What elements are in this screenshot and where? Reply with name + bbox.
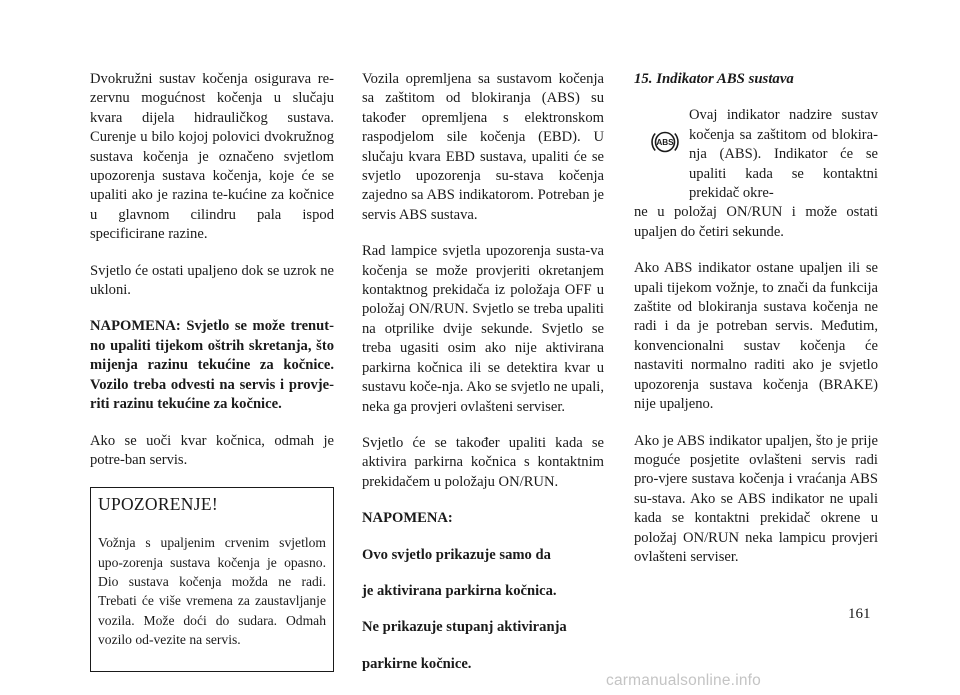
section-title: 15. Indikator ABS sustava [634,71,794,87]
paragraph: Ako je ABS indikator upaljen, što je prije moguće posjetite ovlašteni servis radi pro-vjere sustava kočenja i vraćanja ABS su-stava. Ako se ABS indikator ne upali kada se kontaktni prekidač okrene u položaj ON/RUN neka lampicu provjeri ovlašteni serviser. [634,432,878,565]
warning-title: UPOZORENJE! [98,494,218,515]
watermark: carmanualsonline.info [606,672,761,689]
warning-box [90,487,334,672]
paragraph: Svjetlo će se također upaliti kada se aktivira parkirna kočnica s kontaktnim prekidačem u položaju ON/RUN. [362,434,604,490]
note-paragraph: NAPOMENA: Svjetlo se može trenut-no upaliti tijekom oštrih skretanja, što mijenja razinu tekućine za kočnice. Vozilo treba odvesti na servis i provje-riti razinu tekućine za kočnice. [90,318,334,413]
paragraph: Ako se uoči kvar kočnica, odmah je potre-ban servis. [90,432,334,468]
paragraph: Vozila opremljena sa sustavom kočenja sa zaštitom od blokiranja (ABS) su također opremljena s elektronskom raspodjelom sile kočenja (EBD). U slučaju kvara EBD sustava, upaliti će se svjetlo upozorenja su-stava kočenja zajedno sa ABS indikatorom. Potreban je servis ABS sustava. [362,71,604,223]
abs-intro [634,106,878,203]
note-line: Ne prikazuje stupanj aktiviranja [362,619,567,636]
paragraph: Svjetlo će ostati upaljeno dok se uzrok ne ukloni. [90,262,334,299]
column-left [90,70,334,672]
abs-warning-icon [650,128,680,156]
column-middle [362,70,604,691]
paragraph: ne u položaj ON/RUN i može ostati upaljen do četiri sekunde. [634,204,878,240]
note-line: je aktivirana parkirna kočnica. [362,582,557,599]
note-line: parkirne kočnice. [362,655,472,672]
note-line: Ovo svjetlo prikazuje samo da [362,546,551,563]
column-right [634,70,878,584]
warning-body: Vožnja s upaljenim crvenim svjetlom upo-zorenja sustava kočenja je opasno. Dio sustava kočenja možda ne radi. Trebati će više vremena za zaustavljanje vozila. Može doći do sudara. Odmah vozilo od-vezite na servis. [98,535,326,647]
paragraph: Rad lampice svjetla upozorenja susta-va kočenja se može provjeriti okretanjem kontaktnog prekidača iz položaja OFF u položaj ON/RUN. Svjetlo se treba upaliti na otprilike dvije sekunde. Svjetlo se treba ugasiti osim ako nije aktivirana parkirna kočnica ili se detektira kvar u sustavu koče-nja. Ako se svjetlo ne upali, neka ga provjeri ovlašteni serviser. [362,243,604,415]
page-number: 161 [848,606,871,622]
paragraph: Dvokružni sustav kočenja osigurava re-zervnu mogućnost kočenja u slučaju kvara dijela hidrauličkog sustava. Curenje u bilo kojoj polovici dvokružnog sustava kočenja je označeno svjetlom upozorenja sustava kočenja, koje će se upaliti ako je razina te-kućine za kočnice u glavnom cilindru pala ispod specificirane razine. [90,71,334,243]
abs-icon-text: ABS [656,138,674,148]
paragraph: Ovaj indikator nadzire sustav kočenja sa zaštitom od blokira-nja (ABS). Indikator će se upaliti kada se kontaktni prekidač okre- [689,107,878,202]
note-title: NAPOMENA: [362,510,453,527]
paragraph: Ako ABS indikator ostane upaljen ili se upali tijekom vožnje, to znači da funkcija zaštite od blokiranja sustava kočenja ne radi i da je potreban servis. Međutim, konvencionalni sustav kočenja će nastaviti normalno raditi ako je svjetlo upozorenja sustava kočenja (BRAKE) nije upaljeno. [634,260,878,413]
